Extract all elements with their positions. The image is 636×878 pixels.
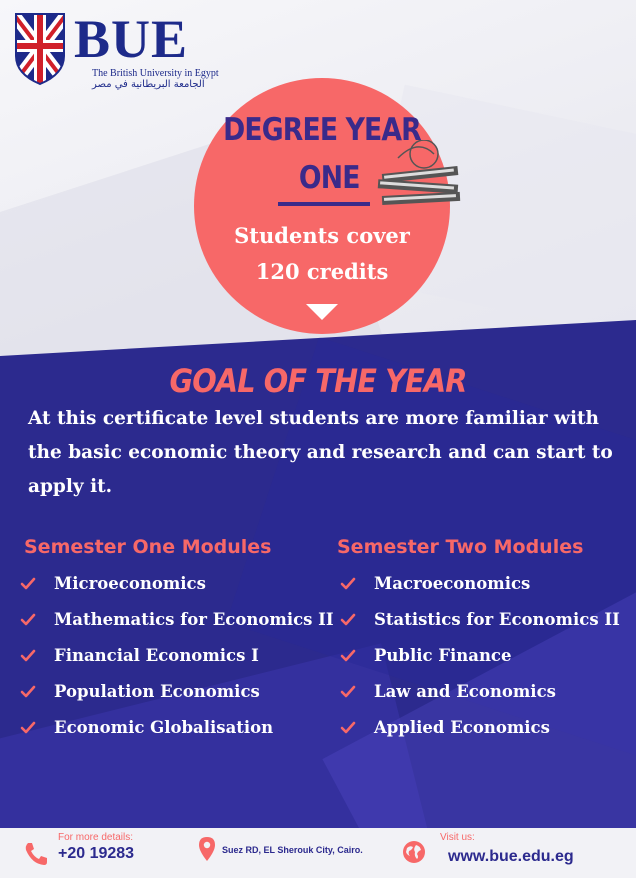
visit-label: Visit us: xyxy=(440,832,475,843)
logo-wordmark: BUE xyxy=(74,9,189,69)
address: Suez RD, EL Sherouk City, Cairo. xyxy=(222,845,363,855)
list-item xyxy=(340,570,620,606)
semester-two-module-list xyxy=(340,570,620,750)
title-underline xyxy=(278,202,370,206)
list-item xyxy=(340,606,620,642)
semester-two-title: Semester Two Modules xyxy=(337,536,584,558)
goal-text: At this certificate level students are more familiar with the basic economic theory and research and can start to apply it. xyxy=(28,408,613,497)
module-name: Population Economics xyxy=(54,682,260,701)
checkmark-icon xyxy=(20,612,36,628)
list-item xyxy=(340,642,620,678)
semester-one-title: Semester One Modules xyxy=(24,536,272,558)
degree-year-circle xyxy=(194,78,450,334)
semester-one-module-list xyxy=(20,570,334,750)
checkmark-icon xyxy=(340,684,356,700)
list-item xyxy=(20,678,334,714)
logo-arabic-name: الجامعة البريطانية في مصر xyxy=(92,79,205,90)
checkmark-icon xyxy=(340,648,356,664)
list-item xyxy=(20,642,334,678)
details-label: For more details: xyxy=(58,832,134,843)
module-name: Economic Globalisation xyxy=(54,718,274,737)
checkmark-icon xyxy=(340,576,356,592)
list-item xyxy=(20,570,334,606)
bue-logo xyxy=(12,9,232,92)
checkmark-icon xyxy=(20,648,36,664)
list-item xyxy=(340,714,620,750)
goal-title: GOAL OF THE YEAR xyxy=(169,362,467,400)
location-pin-icon xyxy=(198,836,216,862)
module-name: Mathematics for Economics II xyxy=(54,610,334,629)
module-name: Microeconomics xyxy=(54,574,206,593)
degree-title-line2: ONE xyxy=(298,160,360,196)
list-item xyxy=(20,606,334,642)
website-link[interactable]: www.bue.edu.eg xyxy=(448,848,574,865)
phone-icon xyxy=(22,840,50,868)
checkmark-icon xyxy=(340,720,356,736)
union-jack-shield-icon xyxy=(12,12,68,86)
module-name: Macroeconomics xyxy=(374,574,531,593)
chevron-down-icon xyxy=(304,302,340,322)
module-name: Public Finance xyxy=(374,646,512,665)
checkmark-icon xyxy=(20,684,36,700)
list-item xyxy=(340,678,620,714)
list-item xyxy=(20,714,334,750)
books-stack-icon xyxy=(374,140,466,210)
module-name: Statistics for Economics II xyxy=(374,610,620,629)
globe-icon xyxy=(402,840,426,864)
module-name: Law and Economics xyxy=(374,682,556,701)
checkmark-icon xyxy=(20,576,36,592)
credits-text: Students cover 120 credits xyxy=(234,223,410,284)
module-name: Financial Economics I xyxy=(54,646,259,665)
logo-english-name: The British University in Egypt xyxy=(92,68,219,79)
phone-number[interactable]: +20 19283 xyxy=(58,845,135,862)
checkmark-icon xyxy=(340,612,356,628)
degree-title-line1: DEGREE YEAR xyxy=(223,112,421,148)
checkmark-icon xyxy=(20,720,36,736)
footer xyxy=(0,828,636,878)
module-name: Applied Economics xyxy=(374,718,550,737)
